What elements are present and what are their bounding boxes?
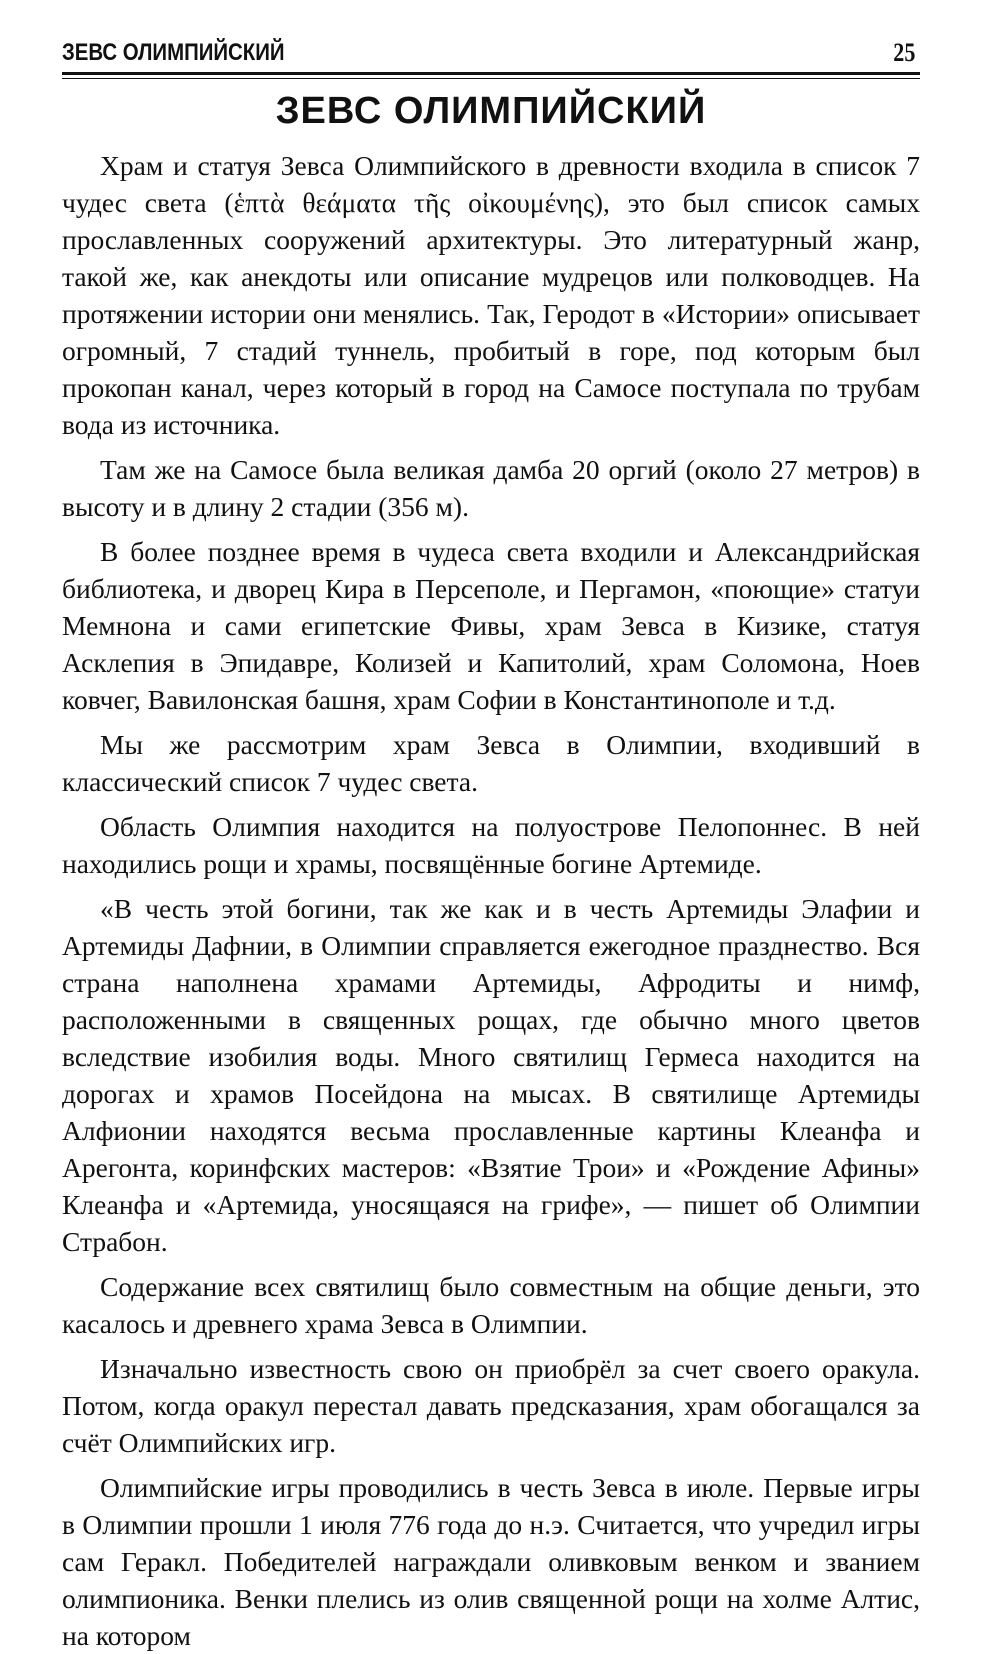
page-number: 25 [893,38,916,67]
paragraph: «В честь этой богини, так же как и в честь Артемиды Элафии и Артемиды Дафнии, в Олимпии справляется ежегодное празднество. Вся страна наполнена храмами Артемиды, Афродиты и нимф, расположенными в священных рощах, где обычно много цветов вследствие изобилия воды. Много святилищ Гермеса находится на дорогах и храмов Посейдона на мысах. В святилище Артемиды Алфионии находятся весьма прославленные картины Клеанфа и Арегонта, коринфских мастеров: «Взятие Трои» и «Рождение Афины» Клеанфа и «Артемида, уносящаяся на грифе», — пишет об Олимпии Страбон. [62,893,920,1257]
paragraph: Содержание всех святилищ было совместным на общие деньги, это касалось и древнего храма Зевса в Олимпии. [62,1271,920,1339]
paragraph: В более позднее время в чудеса света входили и Александрийская библиотека, и дворец Кира в Персеполе, и Пергамон, «поющие» статуи Мемнона и сами египетские Фивы, храм Зевса в Кизике, статуя Асклепия в Эпидавре, Колизей и Капитолий, храм Соломона, Ноев ковчег, Вавилонская башня, храм Софии в Константинополе и т.д. [62,536,920,715]
paragraph: Там же на Самосе была великая дамба 20 оргий (около 27 метров) в высоту и в длину 2 стадии (356 м). [62,454,920,522]
chapter-title: ЗЕВС ОЛИМПИЙСКИЙ [275,90,707,132]
paragraph: Область Олимпия находится на полуострове Пелопоннес. В ней находились рощи и храмы, посвящённые богине Артемиде. [62,811,920,879]
paragraph: Олимпийские игры проводились в честь Зевса в июле. Первые игры в Олимпии прошли 1 июля 776 года до н.э. Считается, что учредил игры сам Геракл. Победителей награждали оливковым венком и званием олимпионика. Венки плелись из олив священной рощи на холме Алтис, на котором [62,1472,920,1651]
running-header [62,40,915,70]
paragraph: Храм и статуя Зевса Олимпийского в древности входила в список 7 чудес света (ἑπτὰ θεάματα τῆς οἰκουμένης), это был список самых прославленных сооружений архитектуры. Это литературный жанр, такой же, как анекдоты или описание мудрецов или полководцев. На протяжении истории они менялись. Так, Геродот в «Истории» описывает огромный, 7 стадий туннель, пробитый в горе, под которым был прокопан канал, через который в город на Самосе поступала по трубам вода из источника. [62,150,920,440]
paragraph: Мы же рассмотрим храм Зевса в Олимпии, входивший в классический список 7 чудес света. [62,729,920,797]
running-title: ЗЕВС ОЛИМПИЙСКИЙ [62,39,285,66]
paragraph: Изначально известность свою он приобрёл за счет своего оракула. Потом, когда оракул перестал давать предсказания, храм обогащался за счёт Олимпийских игр. [62,1353,920,1458]
body-text [62,147,920,1654]
header-rule-thick [62,72,920,75]
